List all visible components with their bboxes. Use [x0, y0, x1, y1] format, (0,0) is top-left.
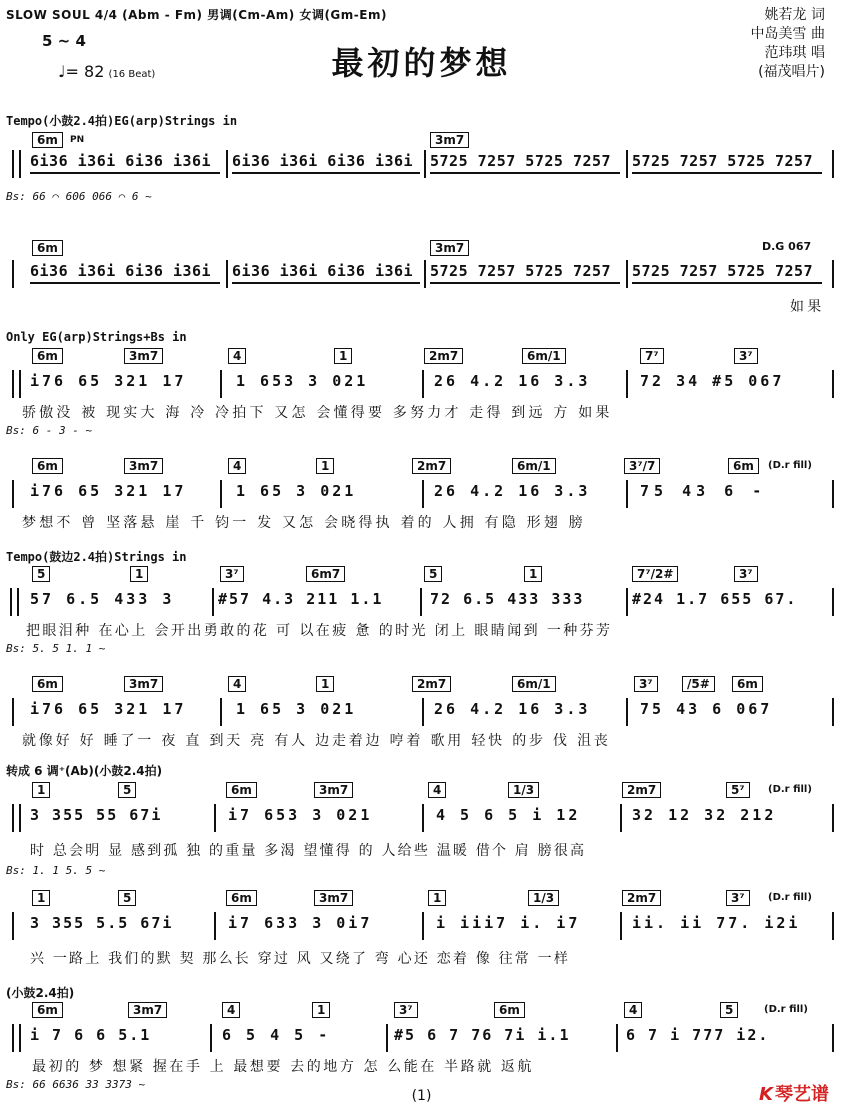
- chord-box: 3m7: [314, 890, 353, 906]
- barline: [626, 260, 628, 288]
- barline: [226, 260, 228, 288]
- logo-icon: K: [759, 1084, 773, 1105]
- tempo-note: (16 Beat): [108, 69, 156, 80]
- repeat-mark: D.G 067: [762, 240, 812, 253]
- chord-box: 3m7: [124, 348, 163, 364]
- chord-box: 3⁷: [734, 348, 758, 364]
- chord-box: 3⁷: [634, 676, 658, 692]
- fill-mark: (D.r fill): [768, 460, 812, 471]
- chord-box: 6m: [226, 782, 257, 798]
- measure-notes: i7 653 3 021: [228, 806, 373, 824]
- lyric-line: 就像好 好 睡了一 夜 直 到天 亮 有人 边走着边 哼着 歌用 轻快 的步 伐 沮丧: [22, 733, 611, 749]
- measure-notes: i7 633 3 0i7: [228, 914, 373, 932]
- measure-notes: 3 355 5.5 67i: [30, 914, 174, 932]
- chord-box: 6m: [32, 1002, 63, 1018]
- start-barline: [12, 804, 21, 832]
- instr-note-4: (小鼓2.4拍): [6, 986, 75, 1000]
- credit-lyricist: 姚若龙 词: [764, 7, 825, 23]
- chord-box: 3⁷/7: [624, 458, 660, 474]
- measure-notes: #57 4.3 211 1.1: [218, 590, 384, 608]
- measure-notes: 6i36 i36i 6i36 i36i: [232, 152, 414, 170]
- measure-notes: 57 6.5 433 3: [30, 590, 175, 608]
- chord-box: 3m7: [124, 676, 163, 692]
- chord-box: 6m7: [306, 566, 345, 582]
- barline: [226, 150, 228, 178]
- chord-box: 5⁷: [726, 782, 750, 798]
- barline: [626, 370, 628, 398]
- chord-box: 5: [118, 782, 136, 798]
- chord-box: 1/3: [508, 782, 539, 798]
- chord-box: 1: [428, 890, 446, 906]
- beam-line: [430, 172, 620, 174]
- chord-box: 6m: [728, 458, 759, 474]
- lyric-line: 兴 一路上 我们的默 契 那么长 穿过 风 又绕了 弯 心还 恋着 像 往常 一样: [30, 951, 571, 967]
- measure-notes: 6i36 i36i 6i36 i36i: [30, 262, 212, 280]
- lyric-line: 最初的 梦 想紧 握在手 上 最想要 去的地方 怎 么能在 半路就 返航: [32, 1059, 535, 1075]
- measure-notes: 6 7 i 777 i2.: [626, 1026, 770, 1044]
- chord-box: 7⁷/2#: [632, 566, 678, 582]
- barline: [832, 1024, 834, 1052]
- chord-box: /5#: [682, 676, 715, 692]
- chord-box: 6m: [226, 890, 257, 906]
- barline: [620, 804, 622, 832]
- chord-box: 3⁷: [220, 566, 244, 582]
- beam-line: [232, 172, 420, 174]
- lyric-line: 如果: [790, 299, 825, 315]
- lyric-line: 把眼泪种 在心上 会开出勇敢的花 可 以在疲 惫 的时光 闭上 眼睛闻到 一种芬芳: [26, 623, 613, 639]
- chord-box: 4: [624, 1002, 642, 1018]
- chord-box: 6m: [32, 348, 63, 364]
- measure-notes: 1 653 3 021: [236, 372, 369, 390]
- chord-box: 2m7: [412, 458, 451, 474]
- chord-box: 1: [316, 458, 334, 474]
- repeat-start-barline: [10, 588, 19, 616]
- chord-box: 5: [32, 566, 50, 582]
- credits: [751, 6, 825, 82]
- beam-line: [632, 172, 822, 174]
- chord-box: 1: [32, 782, 50, 798]
- chord-box: 5: [118, 890, 136, 906]
- chord-box: 4: [228, 676, 246, 692]
- measure-notes: 75 43 6 067: [640, 700, 773, 718]
- start-barline: [12, 1024, 21, 1052]
- barline: [832, 370, 834, 398]
- chord-box: 3m7: [430, 132, 469, 148]
- measure-notes: i 7 6 6 5.1: [30, 1026, 152, 1044]
- barline: [616, 1024, 618, 1052]
- barline: [214, 912, 216, 940]
- measure-notes: 4 5 6 5 i 12: [436, 806, 581, 824]
- barline: [832, 804, 834, 832]
- barline: [626, 480, 628, 508]
- fill-mark: (D.r fill): [764, 1004, 808, 1015]
- chord-box: 2m7: [622, 782, 661, 798]
- chord-box: 3m7: [430, 240, 469, 256]
- bass-line: Bs: 5. 5 1. 1 ~: [6, 642, 106, 655]
- bass-line: Bs: 6 - 3 - ~: [6, 424, 93, 437]
- chord-box: 6m: [32, 132, 63, 148]
- beam-line: [430, 282, 620, 284]
- logo-text: 琴艺谱: [775, 1084, 829, 1105]
- chord-box: 2m7: [412, 676, 451, 692]
- site-logo: [759, 1080, 829, 1106]
- measure-notes: 1 65 3 021: [236, 700, 357, 718]
- chord-box: 7⁷: [640, 348, 664, 364]
- chord-box: 1: [334, 348, 352, 364]
- measure-notes: 1 65 3 021: [236, 482, 357, 500]
- chord-box: 6m: [32, 240, 63, 256]
- measure-notes: i iii7 i. i7: [436, 914, 581, 932]
- barline: [12, 480, 14, 508]
- bass-line: Bs: 66 ⌒ 606 066 ⌒ 6 ~: [6, 190, 152, 203]
- beam-line: [30, 282, 220, 284]
- measure-notes: i76 65 321 17: [30, 482, 187, 500]
- credit-label: (福茂唱片): [758, 64, 825, 80]
- chord-box: 5: [720, 1002, 738, 1018]
- barline: [420, 588, 422, 616]
- instr-note-1: Tempo(小鼓2.4拍)EG(arp)Strings in: [6, 114, 238, 128]
- barline: [832, 912, 834, 940]
- chord-box: 1: [524, 566, 542, 582]
- lyric-line: 骄傲没 被 现实大 海 冷 冷拍下 又怎 会懂得要 多努力才 走得 到远 方 如果: [22, 405, 613, 421]
- barline: [424, 150, 426, 178]
- barline: [626, 588, 628, 616]
- barline: [220, 480, 222, 508]
- barline: [220, 370, 222, 398]
- chord-box: 4: [228, 458, 246, 474]
- measure-notes: #24 1.7 655 67.: [632, 590, 798, 608]
- barline: [422, 912, 424, 940]
- barline: [386, 1024, 388, 1052]
- measure-notes: 26 4.2 16 3.3: [434, 482, 591, 500]
- measure-notes: 32 12 32 212: [632, 806, 777, 824]
- measure-notes: 6i36 i36i 6i36 i36i: [30, 152, 212, 170]
- key-info: SLOW SOUL 4/4 (Abm - Fm) 男调(Cm-Am) 女调(Gm-Em): [6, 8, 387, 22]
- chord-box: 4: [428, 782, 446, 798]
- chord-box: 3m7: [124, 458, 163, 474]
- barline: [422, 698, 424, 726]
- measure-notes: ii. ii 77. i2i: [632, 914, 801, 932]
- instr-note-2: Only EG(arp)Strings+Bs in: [6, 330, 187, 344]
- barline: [12, 698, 14, 726]
- fill-mark: (D.r fill): [768, 784, 812, 795]
- chord-box: 4: [228, 348, 246, 364]
- measure-notes: 75 43 6 -: [640, 482, 767, 500]
- lyric-line: 时 总会明 显 感到孤 独 的重量 多渴 望懂得 的 人给些 温暖 借个 肩 膀很高: [30, 843, 587, 859]
- measure-notes: 5725 7257 5725 7257: [430, 262, 612, 280]
- chord-box: 3⁷: [394, 1002, 418, 1018]
- song-title: 最初的梦想: [331, 44, 512, 82]
- measure-notes: 6i36 i36i 6i36 i36i: [232, 262, 414, 280]
- barline: [220, 698, 222, 726]
- measure-notes: i76 65 321 17: [30, 700, 187, 718]
- modulation-note: 转成 6 调⁺(Ab)(小鼓2.4拍): [6, 764, 163, 778]
- barline: [12, 912, 14, 940]
- instr-note-3: Tempo(鼓边2.4拍)Strings in: [6, 550, 187, 564]
- chord-box: 1: [32, 890, 50, 906]
- barline: [210, 1024, 212, 1052]
- chord-box: 5: [424, 566, 442, 582]
- chord-box: 6m: [732, 676, 763, 692]
- measure-notes: #5 6 7 76 7i i.1: [394, 1026, 571, 1044]
- measure-notes: 5725 7257 5725 7257: [632, 262, 814, 280]
- chord-box: 6m/1: [522, 348, 566, 364]
- chord-box: 1: [130, 566, 148, 582]
- chord-box: 3m7: [128, 1002, 167, 1018]
- start-barline: [12, 150, 21, 178]
- beam-line: [30, 172, 220, 174]
- barline: [832, 260, 834, 288]
- measure-notes: 5725 7257 5725 7257: [430, 152, 612, 170]
- measure-notes: 3 355 55 67i: [30, 806, 163, 824]
- measure-notes: i76 65 321 17: [30, 372, 187, 390]
- barline: [212, 588, 214, 616]
- chord-box: 1: [312, 1002, 330, 1018]
- barline: [626, 698, 628, 726]
- barline: [832, 150, 834, 178]
- fill-mark: (D.r fill): [768, 892, 812, 903]
- measure-notes: 72 34 #5 067: [640, 372, 785, 390]
- chord-box: 6m: [32, 676, 63, 692]
- measure-notes: 26 4.2 16 3.3: [434, 700, 591, 718]
- chord-mark: PN: [70, 135, 85, 145]
- measure-notes: 6 5 4 5 -: [222, 1026, 331, 1044]
- chord-box: 6m: [32, 458, 63, 474]
- chord-box: 3⁷: [734, 566, 758, 582]
- barline: [422, 480, 424, 508]
- chord-box: 6m/1: [512, 676, 556, 692]
- barline: [832, 588, 834, 616]
- barline: [832, 698, 834, 726]
- barline: [422, 370, 424, 398]
- chord-box: 4: [222, 1002, 240, 1018]
- chord-box: 6m: [494, 1002, 525, 1018]
- time-signature: 5 ~ 4: [42, 32, 86, 50]
- barline: [424, 260, 426, 288]
- chord-box: 2m7: [622, 890, 661, 906]
- measure-notes: 26 4.2 16 3.3: [434, 372, 591, 390]
- barline: [626, 150, 628, 178]
- chord-box: 2m7: [424, 348, 463, 364]
- tempo-value: ♩= 82: [58, 62, 105, 81]
- chord-box: 3m7: [314, 782, 353, 798]
- chord-box: 6m/1: [512, 458, 556, 474]
- barline: [422, 804, 424, 832]
- bass-line: Bs: 66 6636 33 3373 ~: [6, 1078, 146, 1091]
- page-number: (1): [411, 1088, 432, 1104]
- lyric-line: 梦想不 曾 坚落悬 崖 千 钧一 发 又怎 会晓得执 着的 人拥 有隐 形翅 膀: [22, 515, 586, 531]
- measure-notes: 72 6.5 433 333: [430, 590, 585, 608]
- chord-box: 1: [316, 676, 334, 692]
- beam-line: [632, 282, 822, 284]
- chord-box: 3⁷: [726, 890, 750, 906]
- beam-line: [232, 282, 420, 284]
- credit-singer: 范玮琪 唱: [764, 45, 825, 61]
- barline: [620, 912, 622, 940]
- start-barline: [12, 370, 21, 398]
- bass-line: Bs: 1. 1 5. 5 ~: [6, 864, 106, 877]
- measure-notes: 5725 7257 5725 7257: [632, 152, 814, 170]
- barline: [214, 804, 216, 832]
- barline: [832, 480, 834, 508]
- chord-box: 1/3: [528, 890, 559, 906]
- barline: [12, 260, 14, 288]
- credit-composer: 中岛美雪 曲: [750, 26, 825, 42]
